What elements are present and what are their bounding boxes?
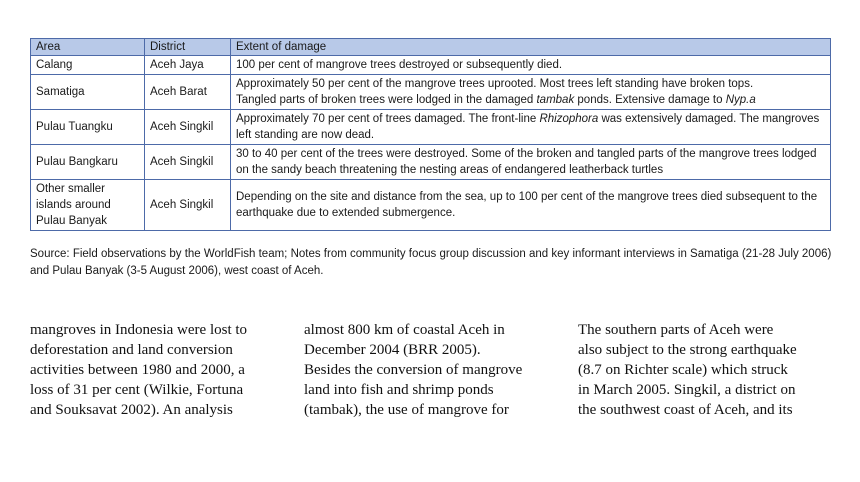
area-line: islands around <box>36 199 111 211</box>
damage-term: Rhizophora <box>539 113 599 125</box>
table-header-row <box>31 39 831 56</box>
header-extent: Extent of damage <box>231 39 831 56</box>
source-note: Source: Field observations by the WorldFish team; Notes from community focus group discussion and key informant interviews in Samatiga (21-28 July 2006) and Pulau Banyak (3-5 August 2006), west coast of Aceh. <box>30 248 832 277</box>
body-line: in March 2005. Singkil, a district on <box>578 382 796 398</box>
cell-area: Calang <box>31 56 145 75</box>
header-district: District <box>145 39 231 56</box>
body-line: the southwest coast of Aceh, and its <box>578 402 793 418</box>
area-line: Pulau Banyak <box>36 215 107 227</box>
cell-area <box>31 180 145 231</box>
cell-district: Aceh Barat <box>145 75 231 110</box>
body-column-2 <box>304 320 554 420</box>
body-line: activities between 1980 and 2000, a <box>30 362 245 378</box>
cell-district: Aceh Singkil <box>145 145 231 180</box>
body-line: (8.7 on Richter scale) which struck <box>578 362 788 378</box>
body-line: loss of 31 per cent (Wilkie, Fortuna <box>30 382 244 398</box>
cell-area: Pulau Bangkaru <box>31 145 145 180</box>
body-line: land into fish and shrimp ponds <box>304 382 494 398</box>
body-line: deforestation and land conversion <box>30 342 233 358</box>
table-row <box>31 110 831 145</box>
body-line: The southern parts of Aceh were <box>578 322 774 338</box>
body-line: and Souksavat 2002). An analysis <box>30 402 233 418</box>
body-line: almost 800 km of coastal Aceh in <box>304 322 505 338</box>
cell-district: Aceh Singkil <box>145 110 231 145</box>
cell-area: Samatiga <box>31 75 145 110</box>
damage-table <box>30 38 831 231</box>
body-column-1 <box>30 320 280 420</box>
cell-district: Aceh Jaya <box>145 56 231 75</box>
cell-damage <box>231 110 831 145</box>
body-line: December 2004 (BRR 2005). <box>304 342 481 358</box>
body-line: mangroves in Indonesia were lost to <box>30 322 248 338</box>
cell-district: Aceh Singkil <box>145 180 231 231</box>
damage-text: Approximately 50 per cent of the mangrove trees uprooted. Most trees left standing have broken tops. <box>236 78 754 90</box>
table-row <box>31 56 831 75</box>
body-column-3 <box>578 320 838 420</box>
body-line: also subject to the strong earthquake <box>578 342 797 358</box>
damage-text: Tangled parts of broken trees were lodged in the damaged <box>236 94 537 106</box>
body-line: (tambak), the use of mangrove for <box>304 402 509 418</box>
body-line: Besides the conversion of mangrove <box>304 362 523 378</box>
damage-term: Nyp.a <box>725 94 756 106</box>
header-area: Area <box>31 39 145 56</box>
damage-text: was extensively damaged. The mangroves left standing are now dead. <box>236 113 820 141</box>
area-line: Other smaller <box>36 183 106 195</box>
damage-text: Approximately 70 per cent of trees damaged. The front-line <box>236 113 540 125</box>
cell-damage <box>231 75 831 110</box>
cell-area: Pulau Tuangku <box>31 110 145 145</box>
table-row <box>31 145 831 180</box>
damage-term: tambak <box>536 94 575 106</box>
cell-damage: 100 per cent of mangrove trees destroyed or subsequently died. <box>231 56 831 75</box>
damage-text: ponds. Extensive damage to <box>574 94 726 106</box>
cell-damage: 30 to 40 per cent of the trees were destroyed. Some of the broken and tangled parts of the mangrove trees lodged on the sandy beach threatening the nesting areas of endangered leatherback turtles <box>231 145 831 180</box>
table-row <box>31 75 831 110</box>
table-row <box>31 180 831 231</box>
cell-damage: Depending on the site and distance from the sea, up to 100 per cent of the mangrove trees died subsequent to the earthquake due to extended submergence. <box>231 180 831 231</box>
